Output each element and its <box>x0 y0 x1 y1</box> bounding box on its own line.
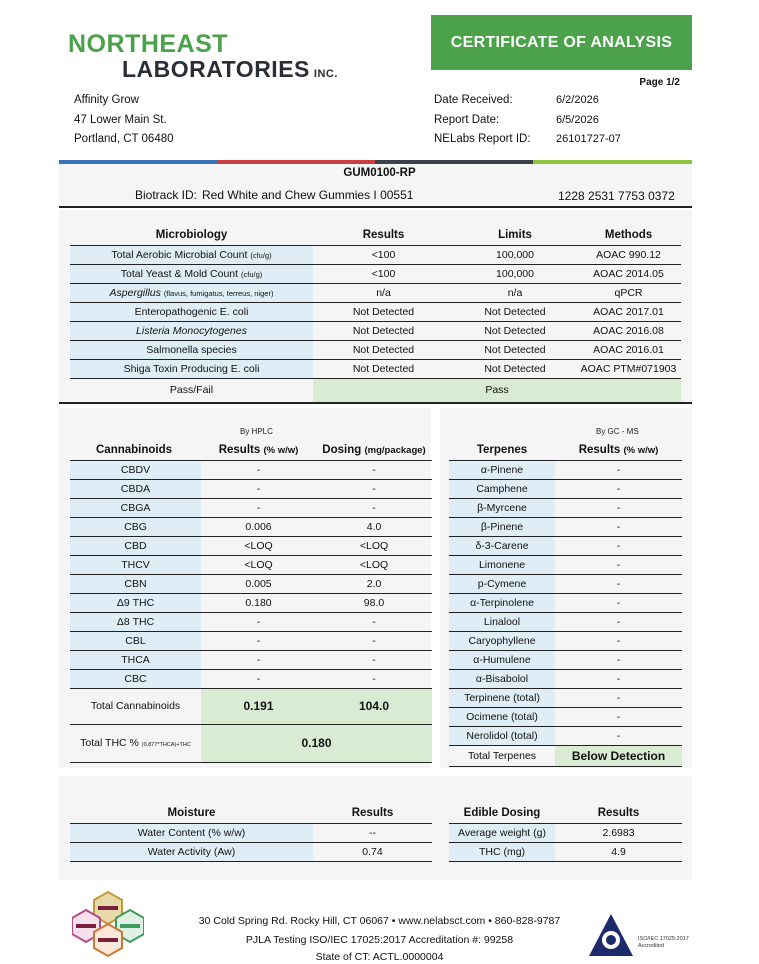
table-row <box>70 479 432 498</box>
terpene-name: Camphene <box>449 479 555 498</box>
table-row <box>70 460 432 479</box>
micro-limit: Not Detected <box>454 302 576 321</box>
table-row <box>70 340 681 359</box>
cannabinoid-result: <LOQ <box>201 555 316 574</box>
micro-name: Salmonella species <box>70 340 313 359</box>
micro-name: Shiga Toxin Producing E. coli <box>70 359 313 378</box>
report-meta-values <box>556 91 621 150</box>
terpene-header-name: Terpenes <box>449 441 555 460</box>
report-title: CERTIFICATE OF ANALYSIS <box>431 15 692 70</box>
logo-inc: INC. <box>313 68 338 80</box>
cannabinoid-header-name: Cannabinoids <box>70 441 201 460</box>
edible-header-results: Results <box>555 804 682 823</box>
micro-name: Listeria Monocytogenes <box>70 321 313 340</box>
table-row <box>70 631 432 650</box>
cannabinoid-name: CBG <box>70 517 201 536</box>
table-row <box>70 517 432 536</box>
total-thc-value: 0.180 <box>201 724 432 762</box>
cannabinoid-dosing: 98.0 <box>316 593 432 612</box>
sample-code: GUM0100-RP <box>343 167 416 179</box>
terpene-header-results-unit: (% w/w) <box>623 445 659 457</box>
cannabinoid-dosing: - <box>316 498 432 517</box>
table-row <box>449 631 682 650</box>
cannabinoid-name: CBGA <box>70 498 201 517</box>
micro-limit: n/a <box>454 283 576 302</box>
table-row <box>70 321 681 340</box>
terpene-result: - <box>555 650 682 669</box>
report-id-label: NELabs Report ID: <box>434 133 531 145</box>
client-street: 47 Lower Main St. <box>74 113 167 126</box>
terpene-result: - <box>555 479 682 498</box>
date-received-label: Date Received: <box>434 94 513 106</box>
cannabinoid-name: CBC <box>70 669 201 688</box>
cannabinoid-name: CBD <box>70 536 201 555</box>
terpene-result: - <box>555 688 682 707</box>
micro-name <box>70 264 313 283</box>
table-row <box>70 264 681 283</box>
cannabinoid-result: - <box>201 479 316 498</box>
date-received: 6/2/2026 <box>556 94 599 106</box>
logo-northeast: NORTHEAST <box>68 30 229 58</box>
micro-limit: 100,000 <box>454 264 576 283</box>
terpene-name: Limonene <box>449 555 555 574</box>
micro-result: <100 <box>313 264 454 283</box>
table-row <box>449 842 682 861</box>
micro-unit: (cfu/g) <box>250 250 272 260</box>
cannabinoid-dosing: - <box>316 669 432 688</box>
table-row <box>70 842 432 861</box>
footer-accreditation: PJLA Testing ISO/IEC 17025:2017 Accreditation #: 99258 <box>245 934 514 946</box>
logo-laboratories <box>122 56 338 83</box>
pjla-text: ISO/IEC 17025:2017 Accredited <box>638 936 689 949</box>
micro-result: n/a <box>313 283 454 302</box>
terpene-result: - <box>555 498 682 517</box>
table-row <box>70 536 432 555</box>
total-thc-formula: (0.877*THCA)+THC <box>141 742 191 748</box>
terpene-result: - <box>555 593 682 612</box>
cannabinoid-result: - <box>201 460 316 479</box>
terpene-name: β-Pinene <box>449 517 555 536</box>
table-row <box>70 593 432 612</box>
cannabinoid-table <box>70 441 432 763</box>
pjla-label: PJLA <box>610 952 626 958</box>
table-row <box>449 536 682 555</box>
total-terpenes-label: Total Terpenes <box>449 745 555 766</box>
edible-result: 2.6983 <box>555 823 682 842</box>
terpene-name: Ocimene (total) <box>449 707 555 726</box>
moisture-header-name: Moisture <box>70 804 313 823</box>
micro-result: Not Detected <box>313 340 454 359</box>
moisture-name: Water Activity (Aw) <box>70 842 313 861</box>
micro-name-text: Aspergillus <box>109 286 161 299</box>
cannabinoid-result: - <box>201 650 316 669</box>
table-row <box>449 726 682 745</box>
cannabinoid-dosing: - <box>316 460 432 479</box>
table-row <box>70 555 432 574</box>
cannabinoid-header-dosing <box>316 441 432 460</box>
micro-method: AOAC 2016.08 <box>576 321 681 340</box>
total-cannabinoids-label: Total Cannabinoids <box>70 688 201 724</box>
cannabinoid-header-dosing-unit: (mg/package) <box>364 445 426 457</box>
micro-name-text: Total Aerobic Microbial Count <box>111 248 248 261</box>
cannabinoid-result: - <box>201 669 316 688</box>
terpene-result: - <box>555 517 682 536</box>
micro-name-text: Total Yeast & Mold Count <box>120 267 239 280</box>
terpene-name: α-Humulene <box>449 650 555 669</box>
cannabinoid-dosing: 2.0 <box>316 574 432 593</box>
cannabinoid-name: Δ8 THC <box>70 612 201 631</box>
table-row <box>449 669 682 688</box>
table-row <box>70 283 681 302</box>
total-terpenes-row <box>449 745 682 766</box>
terpene-name: Linalool <box>449 612 555 631</box>
cannabinoid-dosing: - <box>316 479 432 498</box>
report-date: 6/5/2026 <box>556 113 599 126</box>
terpene-result: - <box>555 460 682 479</box>
logo-laboratories-text: LABORATORIES <box>122 56 310 82</box>
footer-state-license: State of CT: ACTL.0000004 <box>315 951 444 963</box>
micro-header-methods: Methods <box>576 226 681 245</box>
cannabinoid-result: 0.180 <box>201 593 316 612</box>
edible-header-name: Edible Dosing <box>449 804 555 823</box>
report-id: 26101727-07 <box>556 133 621 145</box>
micro-result: Not Detected <box>313 302 454 321</box>
micro-divider <box>59 402 692 404</box>
micro-method: AOAC 2016.01 <box>576 340 681 359</box>
table-row <box>449 498 682 517</box>
micro-result: <100 <box>313 245 454 264</box>
biotrack-label: Biotrack ID: <box>135 188 198 202</box>
cannabinoid-name: CBDA <box>70 479 201 498</box>
client-name: Affinity Grow <box>74 94 139 106</box>
table-row <box>70 359 681 378</box>
cannabinoid-result: 0.006 <box>201 517 316 536</box>
micro-name <box>70 245 313 264</box>
micro-limit: 100,000 <box>454 245 576 264</box>
moisture-table <box>70 804 432 862</box>
micro-header-name: Microbiology <box>70 226 313 245</box>
micro-header-limits: Limits <box>454 226 576 245</box>
table-row <box>449 612 682 631</box>
terpene-result: - <box>555 631 682 650</box>
terpene-name: δ-3-Carene <box>449 536 555 555</box>
table-row <box>449 460 682 479</box>
table-row <box>449 517 682 536</box>
table-row <box>449 650 682 669</box>
client-address <box>74 91 174 150</box>
hplc-note: By HPLC <box>240 427 273 436</box>
cannabinoid-result: - <box>201 498 316 517</box>
micro-limit: Not Detected <box>454 321 576 340</box>
micro-result: Not Detected <box>313 359 454 378</box>
edible-name: Average weight (g) <box>449 823 555 842</box>
terpene-result: - <box>555 536 682 555</box>
biotrack-id: 1228 2531 7753 0372 <box>558 189 675 203</box>
cannabinoid-dosing: - <box>316 650 432 669</box>
edible-result: 4.9 <box>555 842 682 861</box>
micro-table <box>70 226 681 402</box>
cannabinoid-name: CBDV <box>70 460 201 479</box>
client-city: Portland, CT 06480 <box>74 133 174 145</box>
gcms-note: By GC - MS <box>596 427 639 436</box>
micro-header-results: Results <box>313 226 454 245</box>
micro-unit: (flavus, fumigatus, terreus, niger) <box>163 288 274 298</box>
table-row <box>70 669 432 688</box>
table-row <box>449 707 682 726</box>
terpene-result: - <box>555 726 682 745</box>
micro-result: Not Detected <box>313 321 454 340</box>
cannabinoid-dosing: <LOQ <box>316 536 432 555</box>
table-row <box>70 498 432 517</box>
terpene-name: Nerolidol (total) <box>449 726 555 745</box>
cannabinoid-header-dosing-text: Dosing <box>322 444 362 457</box>
cannabinoid-result: 0.005 <box>201 574 316 593</box>
terpene-header-results <box>555 441 682 460</box>
cannabinoid-name: THCA <box>70 650 201 669</box>
table-row <box>70 574 432 593</box>
micro-limit: Not Detected <box>454 359 576 378</box>
terpene-result: - <box>555 555 682 574</box>
report-date-label: Report Date: <box>434 113 500 126</box>
terpene-name: p-Cymene <box>449 574 555 593</box>
terpene-result: - <box>555 574 682 593</box>
table-row <box>449 479 682 498</box>
micro-name: Enteropathogenic E. coli <box>70 302 313 321</box>
micro-method: AOAC 2014.05 <box>576 264 681 283</box>
pass-fail-label: Pass/Fail <box>169 384 214 397</box>
cannabinoid-dosing: <LOQ <box>316 555 432 574</box>
table-row <box>449 688 682 707</box>
cannabinoid-dosing: 4.0 <box>316 517 432 536</box>
cannabinoid-name: CBL <box>70 631 201 650</box>
micro-unit: (cfu/g) <box>240 269 263 279</box>
terpene-name: α-Bisabolol <box>449 669 555 688</box>
terpene-name: α-Pinene <box>449 460 555 479</box>
edible-table <box>449 804 682 862</box>
cannabinoid-dosing: - <box>316 612 432 631</box>
cannabinoid-header-results-unit: (% w/w) <box>263 445 299 457</box>
table-row <box>70 823 432 842</box>
cannabinoid-name: CBN <box>70 574 201 593</box>
pjla-logo <box>586 910 701 962</box>
micro-method: AOAC 2017.01 <box>576 302 681 321</box>
pass-fail-value: Pass <box>313 378 681 402</box>
terpene-result: - <box>555 707 682 726</box>
cannabinoid-header-results-text: Results <box>218 444 261 457</box>
table-row <box>70 302 681 321</box>
table-row <box>70 612 432 631</box>
total-terpenes-value: Below Detection <box>555 745 682 766</box>
micro-method: AOAC 990.12 <box>576 245 681 264</box>
micro-method: AOAC PTM#071903 <box>576 359 681 378</box>
cannabinoid-name: THCV <box>70 555 201 574</box>
total-thc-row <box>70 724 432 762</box>
cannabinoid-header-results <box>201 441 316 460</box>
moisture-header-results: Results <box>313 804 432 823</box>
total-thc-label <box>70 724 201 762</box>
moisture-name: Water Content (% w/w) <box>70 823 313 842</box>
table-row <box>70 245 681 264</box>
table-row <box>449 823 682 842</box>
total-cannabinoids-dosing: 104.0 <box>316 688 432 724</box>
cannabinoid-result: - <box>201 631 316 650</box>
terpene-header-results-text: Results <box>578 444 621 457</box>
terpene-name: Caryophyllene <box>449 631 555 650</box>
sample-divider <box>59 206 692 208</box>
report-meta-labels <box>434 91 531 150</box>
cannabinoid-name: Δ9 THC <box>70 593 201 612</box>
moisture-result: 0.74 <box>313 842 432 861</box>
cannabinoid-result: - <box>201 612 316 631</box>
terpene-result: - <box>555 612 682 631</box>
edible-name: THC (mg) <box>449 842 555 861</box>
biotrack-line <box>135 188 413 202</box>
micro-name <box>70 283 313 302</box>
micro-method: qPCR <box>576 283 681 302</box>
moisture-result: -- <box>313 823 432 842</box>
terpene-name: Terpinene (total) <box>449 688 555 707</box>
total-cannabinoids-result: 0.191 <box>201 688 316 724</box>
cannabinoid-dosing: - <box>316 631 432 650</box>
terpene-result: - <box>555 669 682 688</box>
pass-fail-row <box>70 378 681 402</box>
total-thc-label-text: Total THC % <box>80 737 139 749</box>
table-row <box>449 555 682 574</box>
terpene-table <box>449 441 682 767</box>
micro-limit: Not Detected <box>454 340 576 359</box>
total-cannabinoids-row <box>70 688 432 724</box>
table-row <box>449 593 682 612</box>
table-row <box>449 574 682 593</box>
cannabinoid-result: <LOQ <box>201 536 316 555</box>
table-row <box>70 650 432 669</box>
footer-address: 30 Cold Spring Rd. Rocky Hill, CT 06067 • www.nelabsct.com • 860-828-9787 <box>198 915 561 927</box>
page-number: Page 1/2 <box>639 77 680 88</box>
terpene-name: β-Myrcene <box>449 498 555 517</box>
terpene-name: α-Terpinolene <box>449 593 555 612</box>
sample-name: Red White and Chew Gummies I 00551 <box>202 188 414 202</box>
